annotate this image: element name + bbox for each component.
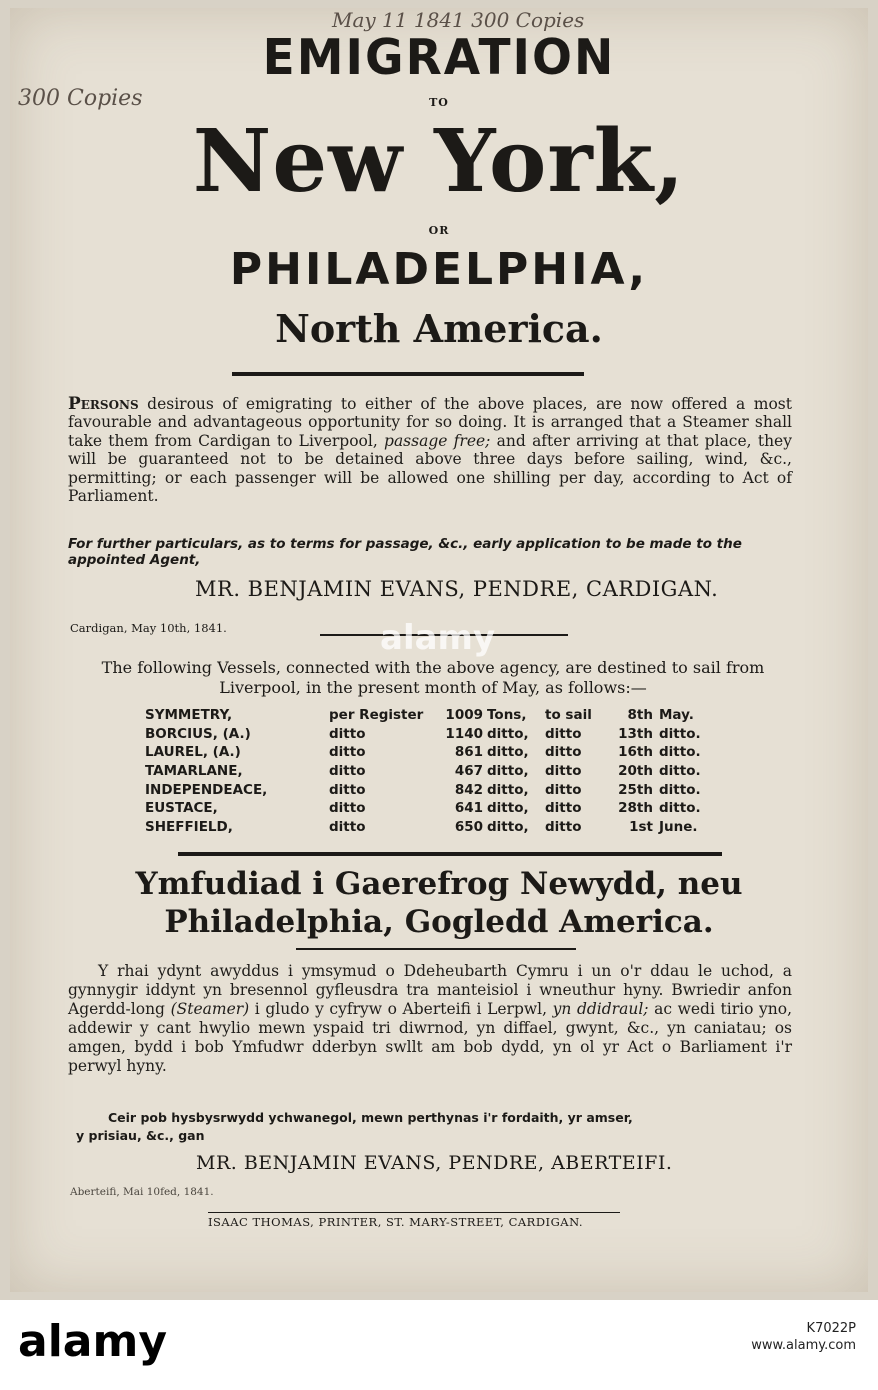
sail-col: ditto: [545, 800, 582, 817]
tonnage: 467: [454, 763, 483, 780]
tonnage: 1140: [445, 725, 483, 742]
intro-italic: passage free;: [384, 431, 491, 450]
vessel-row: [145, 799, 719, 818]
city-new-york: New York,: [192, 111, 686, 212]
welsh-text-3: ac wedi tirio yno, addewir y cant hwylio mewn yspaid tri diwrnod, yn diffael, gwynt, &c., yn caniatau; os amgen, bydd i bob Ymfudwr dderbyn swllt am bob dydd, yn ol yr Act o Barliament i'r perwyl hyny.: [68, 1000, 792, 1075]
vessel-row: [145, 743, 719, 762]
welsh-text-2: i gludo y cyfryw o Aberteifi i Lerpwl,: [249, 1000, 553, 1018]
sail-col: ditto: [545, 725, 582, 742]
particulars-note: For further particulars, as to terms for passage, &c., early application to be made to the appointed Agent,: [68, 536, 742, 568]
stock-footer-bar: [0, 1300, 878, 1390]
vessel-name: SYMMETRY,: [145, 707, 233, 724]
register-col: per Register: [329, 707, 424, 724]
divider-rule-3: [178, 852, 722, 856]
sail-month: ditto.: [659, 800, 701, 817]
welsh-text-1: Y rhai ydynt awyddus i ymsymud o Ddeheubarth Cymru i un o'r ddau le uchod, a gynnygir iddynt yn bresennol gyfleusdra tra manteisiol i wneuthur hyny. Bwriedir anfon Agerdd-long: [68, 962, 792, 1018]
welsh-paragraph: [68, 962, 792, 1076]
sail-col: to sail: [545, 707, 592, 724]
vessel-name: LAUREL, (A.): [145, 744, 241, 761]
sail-month: May.: [659, 707, 694, 724]
register-col: ditto: [329, 763, 366, 780]
tonnage: 641: [454, 800, 483, 817]
image-id: [751, 1320, 856, 1354]
vessel-name: SHEFFIELD,: [145, 818, 233, 835]
sail-month: ditto.: [659, 781, 701, 798]
image-id-code: K7022P: [806, 1321, 856, 1336]
tonnage: 650: [454, 818, 483, 835]
vessel-row: [145, 762, 719, 781]
poster-title: EMIGRATION: [262, 28, 616, 87]
register-col: ditto: [329, 818, 366, 835]
welsh-agent-name: MR. BENJAMIN EVANS, PENDRE, ABERTEIFI.: [196, 1152, 673, 1174]
sail-date: 13th: [618, 725, 653, 742]
vessel-name: EUSTACE,: [145, 800, 218, 817]
welsh-dateline: Aberteifi, Mai 10fed, 1841.: [70, 1186, 214, 1198]
intro-lead-word: Persons: [68, 394, 139, 414]
title-connector-or: OR: [428, 224, 450, 237]
sail-date: 1st: [629, 818, 653, 835]
register-col: ditto: [329, 781, 366, 798]
printer-imprint: ISAAC THOMAS, PRINTER, ST. MARY-STREET, CARDIGAN.: [208, 1215, 584, 1229]
tonnage: 842: [454, 781, 483, 798]
divider-rule: [232, 372, 584, 376]
sail-month: ditto.: [659, 763, 701, 780]
sail-date: 28th: [618, 800, 653, 817]
title-connector-to: TO: [429, 96, 449, 109]
tons-unit: ditto,: [487, 781, 529, 798]
watermark-brand: alamy: [380, 618, 496, 658]
handwritten-note-left: 300 Copies: [18, 86, 143, 111]
tons-unit: ditto,: [487, 800, 529, 817]
sail-date: 16th: [618, 744, 653, 761]
welsh-particulars-line1: Ceir pob hysbysrwydd ychwanegol, mewn perthynas i'r fordaith, yr amser,: [108, 1110, 633, 1125]
sail-date: 25th: [618, 781, 653, 798]
sail-col: ditto: [545, 818, 582, 835]
tonnage: 861: [454, 744, 483, 761]
tons-unit: ditto,: [487, 744, 529, 761]
intro-text-1: desirous of emigrating to either of the above places, are now offered a most favourable and advantageous opportunity for so doing. It is arranged that a Steamer shall take them from Cardigan to Liverpool,: [68, 395, 792, 450]
vessel-table: [145, 706, 719, 836]
register-col: ditto: [329, 800, 366, 817]
welsh-heading-line2: Philadelphia, Gogledd America.: [164, 904, 714, 940]
sail-date: 8th: [627, 707, 653, 724]
dateline: Cardigan, May 10th, 1841.: [70, 621, 227, 635]
divider-rule-5: [208, 1212, 620, 1213]
site-url: www.alamy.com: [751, 1338, 856, 1353]
vessels-intro: The following Vessels, connected with the above agency, are destined to sail from Liverpool, in the present month of May, as follows:—: [101, 658, 765, 697]
agent-name: MR. BENJAMIN EVANS, PENDRE, CARDIGAN.: [195, 577, 719, 601]
welsh-steamer: (Steamer): [170, 1000, 250, 1018]
vessel-row: [145, 780, 719, 799]
vessel-name: TAMARLANE,: [145, 763, 243, 780]
sail-date: 20th: [618, 763, 653, 780]
welsh-particulars-line2: y prisiau, &c., gan: [76, 1128, 205, 1143]
register-col: ditto: [329, 725, 366, 742]
vessel-row: [145, 818, 719, 837]
tons-unit: ditto,: [487, 725, 529, 742]
tons-unit: Tons,: [487, 707, 527, 724]
intro-text-2: and after arriving at that place, they will be guaranteed not to be detained above three days before sailing, wind, &c., permitting; or each passenger will be allowed one shilling per day, according to Act of Parliament.: [68, 431, 792, 506]
intro-paragraph: [68, 395, 792, 505]
region-north-america: North America.: [275, 306, 603, 351]
sail-month: ditto.: [659, 744, 701, 761]
welsh-heading-line1: Ymfudiad i Gaerefrog Newydd, neu: [135, 866, 743, 902]
vessel-row: [145, 725, 719, 744]
divider-rule-4: [296, 948, 576, 950]
sail-col: ditto: [545, 763, 582, 780]
sail-month: ditto.: [659, 725, 701, 742]
tonnage: 1009: [445, 707, 483, 724]
vessel-name: BORCIUS, (A.): [145, 725, 251, 742]
tons-unit: ditto,: [487, 818, 529, 835]
tons-unit: ditto,: [487, 763, 529, 780]
register-col: ditto: [329, 744, 366, 761]
welsh-italic: yn ddidraul;: [552, 1000, 649, 1018]
vessel-row: [145, 706, 719, 725]
sail-month: June.: [659, 818, 698, 835]
vessel-name: INDEPENDEACE,: [145, 781, 268, 798]
alamy-logo: alamy: [18, 1316, 167, 1367]
sail-col: ditto: [545, 744, 582, 761]
handwritten-note-top: May 11 1841 300 Copies: [332, 8, 585, 32]
sail-col: ditto: [545, 781, 582, 798]
city-philadelphia: PHILADELPHIA,: [229, 244, 649, 295]
